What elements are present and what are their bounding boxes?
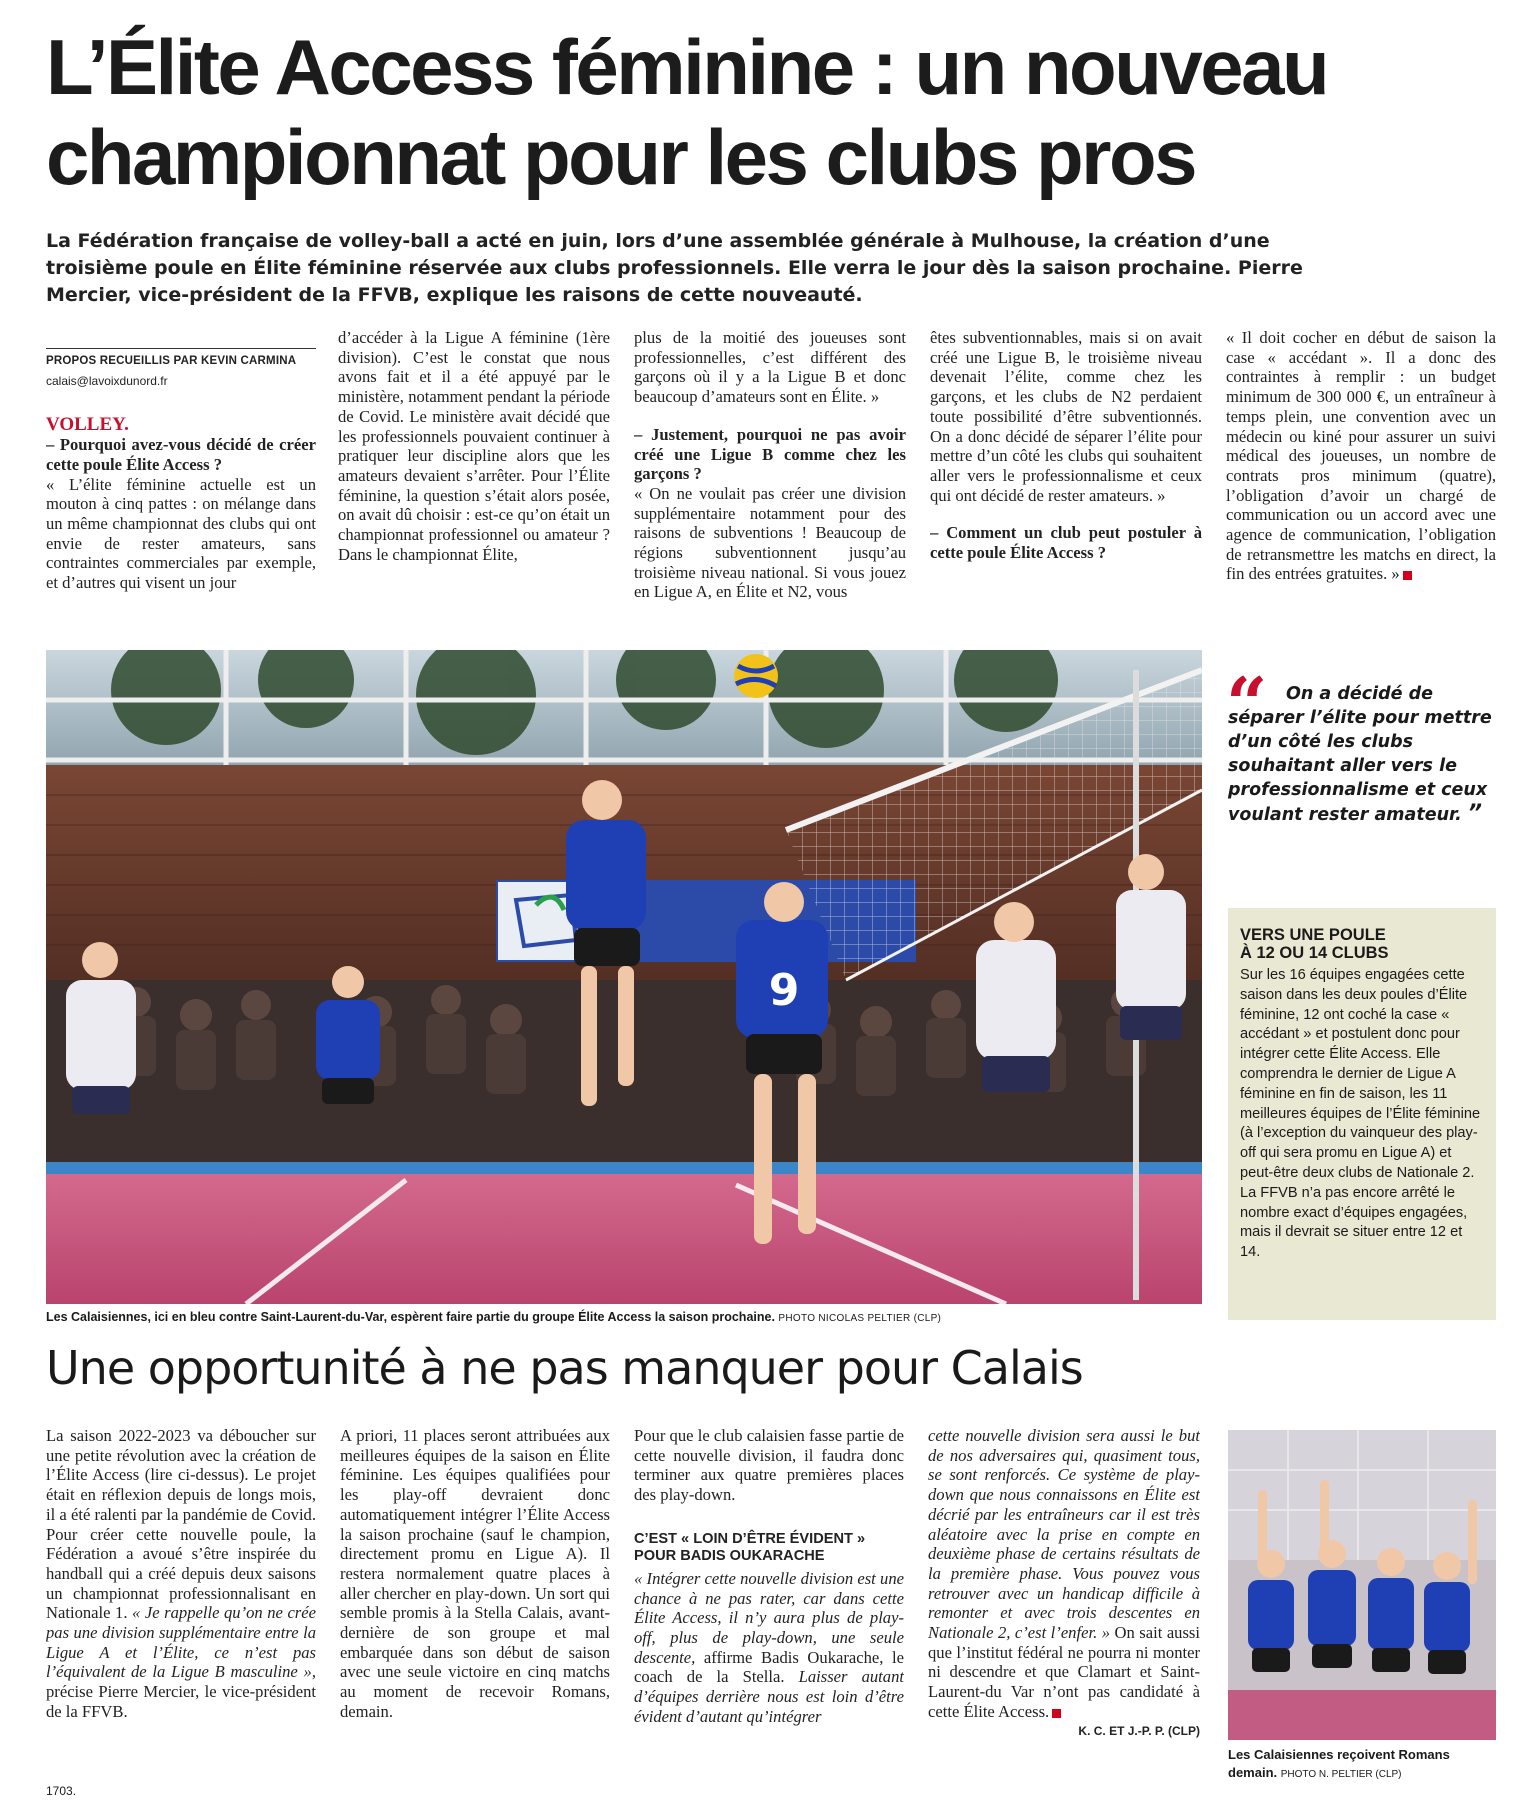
end-mark (1052, 1709, 1061, 1718)
article2-paragraph-1: La saison 2022-2023 va déboucher sur une petite révolution avec la création de l’Élite Access (lire ci-dessus). Le projet était en réflexion depuis de longs mois, il a été ralenti par la pandémie de Covid. Pour créer cette nouvelle poule, la Fédération a avoué s’être inspirée du handball qui a créé depuis deux saisons un championnat professionnalisant en Nationale 1. (46, 1426, 316, 1623)
secondary-photo-caption (1228, 1746, 1496, 1784)
interview-column-4 (930, 328, 1202, 642)
page-code: 1703. (46, 1784, 77, 1798)
headline: L’Élite Access féminine : un nouveau championnat pour les clubs pros (46, 23, 1328, 201)
answer-2: « On ne voulait pas créer une division supplémentaire notamment pour des raisons de subventions ! Beaucoup de régions subventionnent jusqu’au troisième niveau national. Si vous jouez en Ligue A, en Élite et N2, vous (634, 483, 906, 602)
byline: PROPOS RECUEILLIS PAR KEVIN CARMINA (46, 355, 297, 367)
sidebar-title: VERS UNE POULE À 12 OU 14 CLUBS (1240, 926, 1389, 962)
oukarache-quote-start: « Intégrer cette nouvelle division est une chance à ne pas rater, car dans cette Élite Access, il n’y aura plus de play-off, plus de play-down, une seule descente, affirme Badis Oukarache, le coach de la Stella. Laisser autant d’équipes derrière nous est loin d’être évident d’autant qu’intégrer (634, 1568, 904, 1726)
article2-paragraph-3: Pour que le club calaisien fasse partie de cette nouvelle division, il faudra donc terminer aux quatre premières places des play-down. (634, 1426, 904, 1505)
sidebar-box (1228, 908, 1496, 1320)
photo-credit: PHOTO N. PELTIER (CLP) (1280, 1769, 1402, 1780)
article2-subhead: C’EST « LOIN D’ÊTRE ÉVIDENT » POUR BADIS OUKARACHE (634, 1530, 866, 1564)
interview-column-5 (1226, 328, 1496, 642)
article2-column-2 (340, 1426, 610, 1776)
answer-2-continued: êtes subventionnables, mais si on avait créé une Ligue B, le troisième niveau devenait l’élite, comme chez les garçons, et les clubs de N2 perdaient toute possibilité d’être subventionnés. On a donc décidé de séparer l’élite pour mettre d’un côté les clubs qui souhaitent aller vers le professionnalisme et ceux qui ont décidé de rester amateurs. » (930, 328, 1202, 505)
main-photo (46, 650, 1202, 1304)
standfirst: La Fédération française de volley-ball a acté en juin, lors d’une assemblée générale à Mulhouse, la création d’une troisième poule en Élite féminine réservée aux clubs professionnels. Elle verra le jour dès la saison prochaine. Pierre Mercier, vice-président de la FFVB, explique les raisons de cette nouveauté. (46, 230, 1303, 306)
interview-column-1 (46, 352, 316, 642)
answer-3: « Il doit cocher en début de saison la case « accédant ». Il a donc des contraintes à remplir : un budget minimum de 300 000 €, un entraîneur à temps plein, une convention avec un médecin ou kiné pour assurer un suivi médical des joueuses, un nombre de contrats pros minimum (quatre), l’obligation d’avoir un chargé de communication ou un accord avec une agence de communication, l’obligation de retransmettre les matchs en direct, la fin des entrées gratuites. » (1226, 328, 1496, 584)
sidebar-body: Sur les 16 équipes engagées cette saison dans les deux poules d’Élite féminine, 12 ont coché la case « accédant » et postulent donc pour intégrer cette Élite Access. Elle comprendra le dernier de Ligue A féminine en fin de saison, les 11 meilleures équipes de l’Élite féminine (à l’exception du vainqueur des play-off qui sera promu en Ligue A) et peut-être deux clubs de Nationale 2. La FFVB n’a pas encore arrêté le nombre exact d’équipes engagées, mais il devrait se situer entre 12 et 14. (1240, 967, 1481, 1261)
oukarache-quote-continued: cette nouvelle division sera aussi le but de nos adversaires qui, quasiment tous, se sont renforcés. Ce système de play-down que nous connaissons en Élite est décrié par les entraîneurs car il est très aléatoire avec la prise en compte en deuxième phase de certains résultats de la première phase. Vous pouvez vous retrouver avec un handicap difficile à remonter et avec trois descentes en Nationale 2, c’est l’enfer. » (928, 1426, 1200, 1643)
mercier-attribution: précise Pierre Mercier, le vice-président de la FFVB. (46, 1682, 316, 1721)
signature: K. C. ET J.-P. P. (CLP) (1078, 1723, 1200, 1738)
pull-quote: On a décidé de séparer l’élite pour mettre d’un côté les clubs souhaitant aller vers le professionnalisme et ceux voulant rester amateur. ” (1228, 684, 1492, 826)
secondary-photo (1228, 1430, 1496, 1740)
answer-1: « L’élite féminine actuelle est un mouton à cinq pattes : on mélange dans un même championnat des clubs qui ont envie de rester amateurs, sans contraintes commerciales par exemple, et d’autres qui visent un jour (46, 474, 316, 593)
article2-column-3 (634, 1426, 904, 1776)
question-1: – Pourquoi avez-vous décidé de créer cette poule Élite Access ? (46, 435, 316, 474)
author-email: calais@lavoixdunord.fr (46, 373, 168, 388)
article2-column-4 (928, 1426, 1200, 1776)
question-2: – Justement, pourquoi ne pas avoir créé une Ligue B comme chez les garçons ? (634, 424, 906, 484)
answer-1-continued: d’accéder à la Ligue A féminine (1ère division). C’est le constat que nous avons fait et il a été appuyé par le ministère, notamment pendant la période de Covid. Le ministère avait décidé que les professionnels pouvaient continuer à pratiquer leur discipline alors que les amateurs devaient s’arrêter. Pour l’Élite féminine, la question s’était alors posée, on avait dû choisir : est-ce qu’on était un championnat professionnel ou amateur ? Dans le championnat Élite, (338, 328, 610, 564)
quote-mark-icon: “ (1226, 661, 1268, 746)
byline-rule (46, 348, 316, 349)
mercier-quote: « Je rappelle qu’on ne crée pas une division supplémentaire entre la Ligue A et l’Élite, ce n’est pas l’équivalent de la Ligue B masculine », (46, 1603, 316, 1682)
jersey-number: 9 (768, 965, 800, 1016)
answer-1-end: plus de la moitié des joueuses sont professionnelles, c’est différent des garçons où il y a la Ligue B et donc beaucoup d’amateurs sont en Élite. » (634, 328, 906, 407)
article2-closing: On sait aussi que l’institut fédéral ne pourra ni monter ni descendre et que Clamart et Saint-Laurent-du Var n’ont pas candidaté à cette Élite Access. (928, 1623, 1200, 1721)
kicker: VOLLEY. (46, 414, 129, 436)
interview-column-2 (338, 328, 610, 642)
article2-paragraph-2: A priori, 11 places seront attribuées aux meilleures équipes de la saison en Élite féminine. Les équipes qualifiées pour les play-off devraient donc automatiquement intégrer l’Élite Access la saison prochaine (sauf le champion, directement promu en Ligue A). Il restera normalement quatre places à aller chercher en play-down. Un sort qui semble promis à la Stella Calais, avant-dernière de son groupe et mal embarquée dans son début de saison avec une seule victoire en cinq matchs au moment de recevoir Romans, demain. (340, 1426, 610, 1721)
main-photo-caption (46, 1310, 1206, 1324)
caption-text: Les Calaisiennes reçoivent Romans demain. (1228, 1747, 1450, 1780)
article2-column-1 (46, 1426, 316, 1776)
photo-credit: PHOTO NICOLAS PELTIER (CLP) (778, 1313, 942, 1324)
question-3: – Comment un club peut postuler à cette poule Élite Access ? (930, 523, 1202, 563)
interview-column-3 (634, 328, 906, 642)
end-mark (1403, 571, 1412, 580)
secondary-headline: Une opportunité à ne pas manquer pour Calais (46, 1341, 1083, 1395)
caption-text: Les Calaisiennes, ici en bleu contre Saint-Laurent-du-Var, espèrent faire partie du groupe Élite Access la saison prochaine. (46, 1310, 775, 1324)
